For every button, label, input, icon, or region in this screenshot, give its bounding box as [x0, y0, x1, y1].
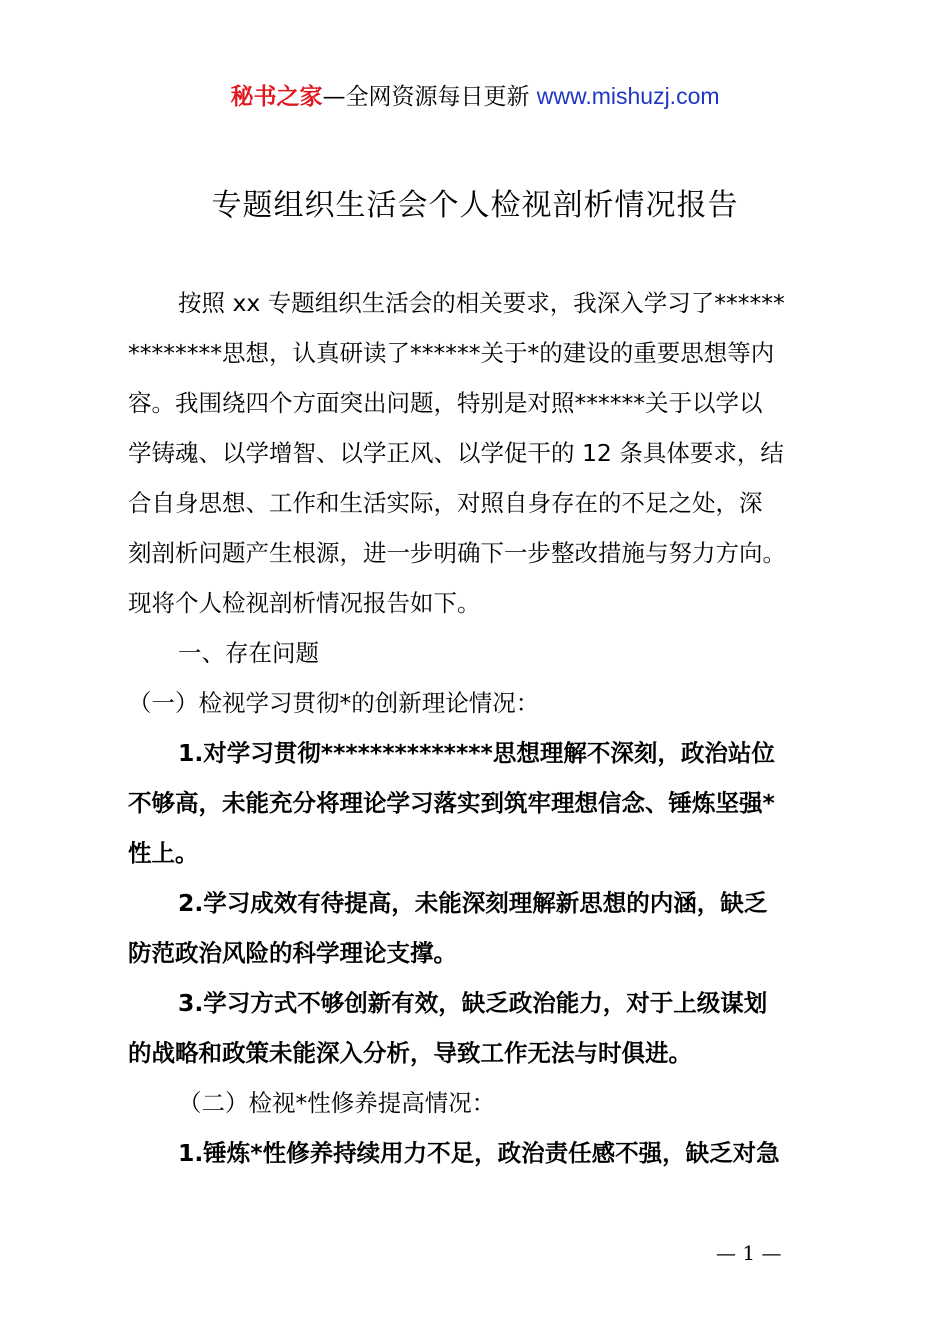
subsection-heading: （一）检视学习贯彻*的创新理论情况：	[128, 689, 540, 717]
issue-item-continued: 性上。	[128, 839, 199, 867]
issue-item: 3.学习方式不够创新有效，缺乏政治能力，对于上级谋划	[178, 989, 768, 1017]
issue-item: 1.对学习贯彻**************思想理解不深刻，政治站位	[178, 739, 775, 767]
paragraph-line: 学铸魂、以学增智、以学正风、以学促干的 12 条具体要求，结	[128, 439, 784, 467]
issue-item-continued: 的战略和政策未能深入分析，导致工作无法与时俱进。	[128, 1039, 692, 1067]
site-url: www.mishuzj.com	[536, 83, 720, 109]
page-number: — 1 —	[716, 1241, 782, 1265]
issue-item-continued: 防范政治风险的科学理论支撑。	[128, 939, 457, 967]
document-title: 专题组织生活会个人检视剖析情况报告	[211, 188, 739, 223]
paragraph-line: 按照 xx 专题组织生活会的相关要求，我深入学习了******	[178, 289, 785, 317]
site-brand: 秘书之家	[230, 84, 323, 110]
watermark-header	[0, 80, 950, 113]
section-heading: 一、存在问题	[178, 639, 319, 667]
site-tagline: —全网资源每日更新	[322, 84, 537, 110]
issue-item: 2.学习成效有待提高，未能深刻理解新思想的内涵，缺乏	[178, 889, 768, 917]
issue-item-continued: 不够高，未能充分将理论学习落实到筑牢理想信念、锤炼坚强*	[128, 789, 775, 817]
paragraph-line: 现将个人检视剖析情况报告如下。	[128, 589, 481, 617]
paragraph-line: 容。我围绕四个方面突出问题，特别是对照******关于以学以	[128, 389, 763, 417]
paragraph-line: 合自身思想、工作和生活实际，对照自身存在的不足之处，深	[128, 489, 763, 517]
paragraph-line: ********思想，认真研读了******关于*的建设的重要思想等内	[128, 339, 775, 367]
issue-item: 1.锤炼*性修养持续用力不足，政治责任感不强，缺乏对急	[178, 1139, 780, 1167]
paragraph-line: 刻剖析问题产生根源，进一步明确下一步整改措施与努力方向。	[128, 539, 786, 567]
subsection-heading: （二）检视*性修养提高情况：	[178, 1089, 496, 1117]
